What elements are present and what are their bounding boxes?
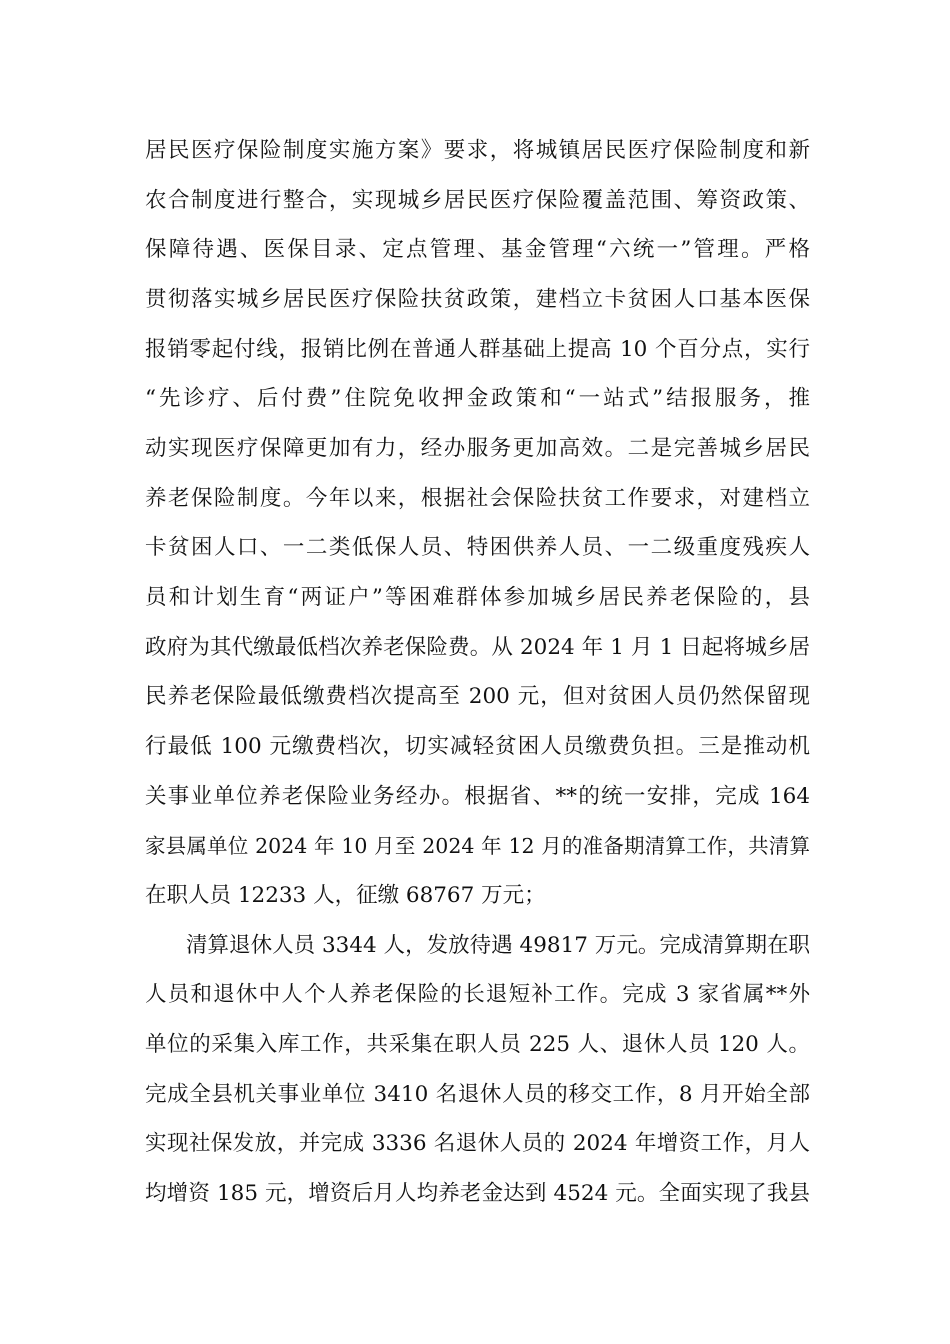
text-line: 在职人员 12233 人，征缴 68767 万元； bbox=[145, 883, 546, 908]
text-line: 人员和退休中人个人养老保险的长退短补工作。完成 3 家省属**外 bbox=[145, 982, 810, 1007]
text-line: 贯彻落实城乡居民医疗保险扶贫政策，建档立卡贫困人口基本医保 bbox=[145, 287, 810, 312]
text-line: 家县属单位 2024 年 10 月至 2024 年 12 月的准备期清算工作，共清算 bbox=[145, 834, 810, 858]
text-line: 养老保险制度。今年以来，根据社会保险扶贫工作要求，对建档立 bbox=[145, 486, 810, 511]
text-line: 完成全县机关事业单位 3410 名退休人员的移交工作，8 月开始全部 bbox=[145, 1082, 810, 1107]
text-line: 均增资 185 元，增资后月人均养老金达到 4524 元。全面实现了我县 bbox=[145, 1181, 810, 1206]
text-line: 居民医疗保险制度实施方案》要求，将城镇居民医疗保险制度和新 bbox=[145, 138, 810, 163]
text-line: 行最低 100 元缴费档次，切实减轻贫困人员缴费负担。三是推动机 bbox=[145, 734, 810, 759]
text-line: 卡贫困人口、一二类低保人员、特困供养人员、一二级重度残疾人 bbox=[145, 535, 810, 560]
text-line: 农合制度进行整合，实现城乡居民医疗保险覆盖范围、筹资政策、 bbox=[145, 188, 810, 213]
text-line: 民养老保险最低缴费档次提高至 200 元，但对贫困人员仍然保留现 bbox=[145, 684, 810, 709]
text-line: 实现社保发放，并完成 3336 名退休人员的 2024 年增资工作，月人 bbox=[145, 1131, 810, 1156]
text-line: 关事业单位养老保险业务经办。根据省、**的统一安排，完成 164 bbox=[145, 784, 810, 809]
text-line: 动实现医疗保障更加有力，经办服务更加高效。二是完善城乡居民 bbox=[145, 436, 810, 461]
text-line: 保障待遇、医保目录、定点管理、基金管理“六统一”管理。严格 bbox=[145, 237, 810, 262]
text-line: 政府为其代缴最低档次养老保险费。从 2024 年 1 月 1 日起将城乡居 bbox=[145, 635, 810, 660]
text-line: 报销零起付线，报销比例在普通人群基础上提高 10 个百分点，实行 bbox=[145, 337, 810, 362]
text-line: 单位的采集入库工作，共采集在职人员 225 人、退休人员 120 人。 bbox=[145, 1032, 810, 1057]
text-line: “先诊疗、后付费”住院免收押金政策和“一站式”结报服务，推 bbox=[145, 386, 810, 411]
text-line: 员和计划生育“两证户”等困难群体参加城乡居民养老保险的，县 bbox=[145, 585, 810, 610]
paragraph-first-line: 清算退休人员 3344 人，发放待遇 49817 万元。完成清算期在职 bbox=[186, 933, 810, 958]
